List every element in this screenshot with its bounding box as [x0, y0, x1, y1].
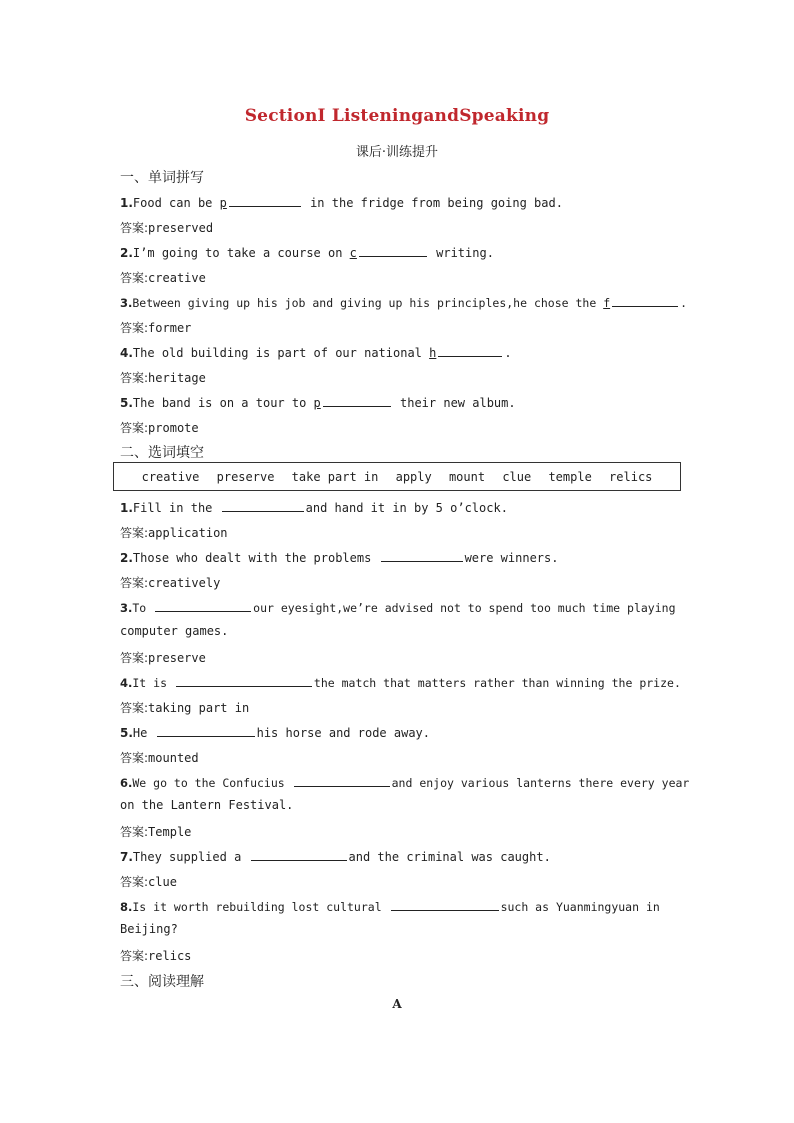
fill-answer-7: 答案:clue	[120, 875, 177, 889]
fill-question-2: 2.Those who dealt with the problems were winners.	[120, 551, 559, 565]
fill-answer-4: 答案:taking part in	[120, 701, 250, 715]
word-bank-item: preserve	[216, 470, 275, 484]
fill-question-4: 4.It is the match that matters rather than winning the prize.	[120, 676, 681, 690]
fill-question-7: 7.They supplied a and the criminal was caught.	[120, 850, 551, 864]
part1-heading: 一、单词拼写	[120, 170, 204, 186]
word-bank-item: creative	[141, 470, 200, 484]
word-bank-item: take part in	[291, 470, 379, 484]
fill-answer-3: 答案:preserve	[120, 651, 206, 665]
part2-heading: 二、选词填空	[120, 445, 204, 461]
fill-question-8: 8.Is it worth rebuilding lost cultural such as Yuanmingyuan in	[120, 900, 660, 914]
spelling-question-5: 5.The band is on a tour to p their new album.	[120, 396, 516, 410]
word-bank-item: clue	[502, 470, 532, 484]
part3-heading: 三、阅读理解	[120, 974, 204, 990]
word-bank-item: relics	[609, 470, 653, 484]
section-title: SectionⅠ ListeningandSpeaking	[244, 106, 550, 126]
fill-question-8-continued: Beijing?	[120, 922, 178, 936]
spelling-answer-5: 答案:promote	[120, 421, 199, 435]
word-bank-item: apply	[395, 470, 432, 484]
word-bank-box	[113, 462, 681, 491]
fill-question-1: 1.Fill in the and hand it in by 5 o’clock.	[120, 501, 508, 515]
spelling-answer-3: 答案:former	[120, 321, 192, 335]
fill-question-3: 3.To our eyesight,we’re advised not to spend too much time playing	[120, 601, 676, 615]
fill-question-6: 6.We go to the Confucius and enjoy various lanterns there every year	[120, 776, 690, 790]
spelling-answer-1: 答案:preserved	[120, 221, 214, 235]
fill-answer-5: 答案:mounted	[120, 751, 199, 765]
fill-answer-8: 答案:relics	[120, 949, 192, 963]
section-subtitle: 课后·训练提升	[355, 145, 439, 160]
fill-answer-1: 答案:application	[120, 526, 228, 540]
fill-answer-6: 答案:Temple	[120, 825, 192, 839]
passage-label: A	[392, 997, 402, 1011]
spelling-answer-2: 答案:creative	[120, 271, 206, 285]
fill-question-6-continued: on the Lantern Festival.	[120, 798, 294, 812]
spelling-answer-4: 答案:heritage	[120, 371, 206, 385]
fill-answer-2: 答案:creatively	[120, 576, 221, 590]
spelling-question-3: 3.Between giving up his job and giving up his principles,he chose the f .	[120, 296, 688, 310]
word-bank-item: mount	[448, 470, 486, 484]
spelling-question-2: 2.I’m going to take a course on c writing.	[120, 246, 494, 260]
spelling-question-1: 1.Food can be p in the fridge from being going bad.	[120, 196, 563, 210]
fill-question-3-continued: computer games.	[120, 624, 229, 638]
fill-question-5: 5.He his horse and rode away.	[120, 726, 430, 740]
spelling-question-4: 4.The old building is part of our national h .	[120, 346, 512, 360]
word-bank-item: temple	[548, 470, 592, 484]
